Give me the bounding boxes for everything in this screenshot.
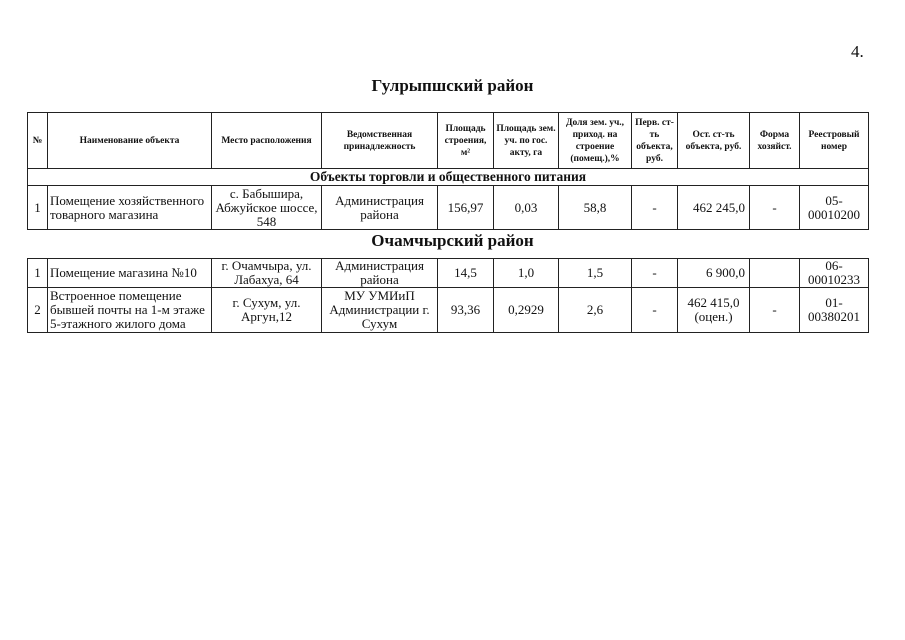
category-row	[28, 169, 869, 186]
table-header-row	[28, 113, 869, 169]
cell-initial-cost: -	[632, 259, 678, 288]
cell-location: г. Очамчыра, ул. Лабахуа, 64	[212, 259, 322, 288]
category-label: Объекты торговли и общественного питания	[28, 169, 869, 186]
cell-residual-cost: 462 415,0 (оцен.)	[678, 288, 750, 333]
property-table-ochamchira	[27, 258, 869, 333]
table-row	[28, 259, 869, 288]
cell-initial-cost: -	[632, 288, 678, 333]
cell-land-share: 58,8	[559, 186, 632, 230]
header-name: Наименование объекта	[48, 113, 212, 169]
cell-building-area: 93,36	[438, 288, 494, 333]
cell-land-share: 1,5	[559, 259, 632, 288]
cell-building-area: 14,5	[438, 259, 494, 288]
cell-registry-number: 06-00010233	[800, 259, 869, 288]
cell-department: Администрация района	[322, 259, 438, 288]
cell-residual-cost: 6 900,0	[678, 259, 750, 288]
header-land-share: Доля зем. уч., приход. на строение (помещ.),%	[559, 113, 632, 169]
cell-land-area: 0,2929	[494, 288, 559, 333]
section-title-ochamchira: Очамчырский район	[371, 231, 534, 250]
property-table-gulripsh	[27, 112, 869, 230]
section-title-gulripsh: Гулрыпшский район	[371, 76, 534, 95]
cell-name: Помещение хозяйственного товарного магазина	[48, 186, 212, 230]
header-building-area: Площадь строения, м²	[438, 113, 494, 169]
header-ownership-form: Форма хозяйст.	[750, 113, 800, 169]
header-land-area: Площадь зем. уч. по гос. акту, га	[494, 113, 559, 169]
page-number: 4.	[851, 42, 864, 61]
header-residual-cost: Ост. ст-ть объекта, руб.	[678, 113, 750, 169]
header-registry-number: Реестровый номер	[800, 113, 869, 169]
header-department: Ведомственная принадлежность	[322, 113, 438, 169]
cell-land-share: 2,6	[559, 288, 632, 333]
cell-department: МУ УМИиП Администрации г. Сухум	[322, 288, 438, 333]
cell-location: с. Бабышира, Абжуйское шоссе, 548	[212, 186, 322, 230]
cell-num: 2	[28, 288, 48, 333]
cell-num: 1	[28, 259, 48, 288]
cell-name: Помещение магазина №10	[48, 259, 212, 288]
header-num: №	[28, 113, 48, 169]
cell-initial-cost: -	[632, 186, 678, 230]
cell-land-area: 0,03	[494, 186, 559, 230]
header-location: Место расположения	[212, 113, 322, 169]
cell-registry-number: 01-00380201	[800, 288, 869, 333]
cell-name: Встроенное помещение бывшей почты на 1-м этаже 5-этажного жилого дома	[48, 288, 212, 333]
cell-ownership-form: -	[750, 186, 800, 230]
cell-location: г. Сухум, ул. Аргун,12	[212, 288, 322, 333]
cell-ownership-form: -	[750, 288, 800, 333]
table-row	[28, 288, 869, 333]
table-row	[28, 186, 869, 230]
header-initial-cost: Перв. ст-ть объекта, руб.	[632, 113, 678, 169]
cell-department: Администрация района	[322, 186, 438, 230]
cell-land-area: 1,0	[494, 259, 559, 288]
cell-building-area: 156,97	[438, 186, 494, 230]
cell-num: 1	[28, 186, 48, 230]
cell-residual-cost: 462 245,0	[678, 186, 750, 230]
cell-ownership-form	[750, 259, 800, 288]
cell-registry-number: 05-00010200	[800, 186, 869, 230]
